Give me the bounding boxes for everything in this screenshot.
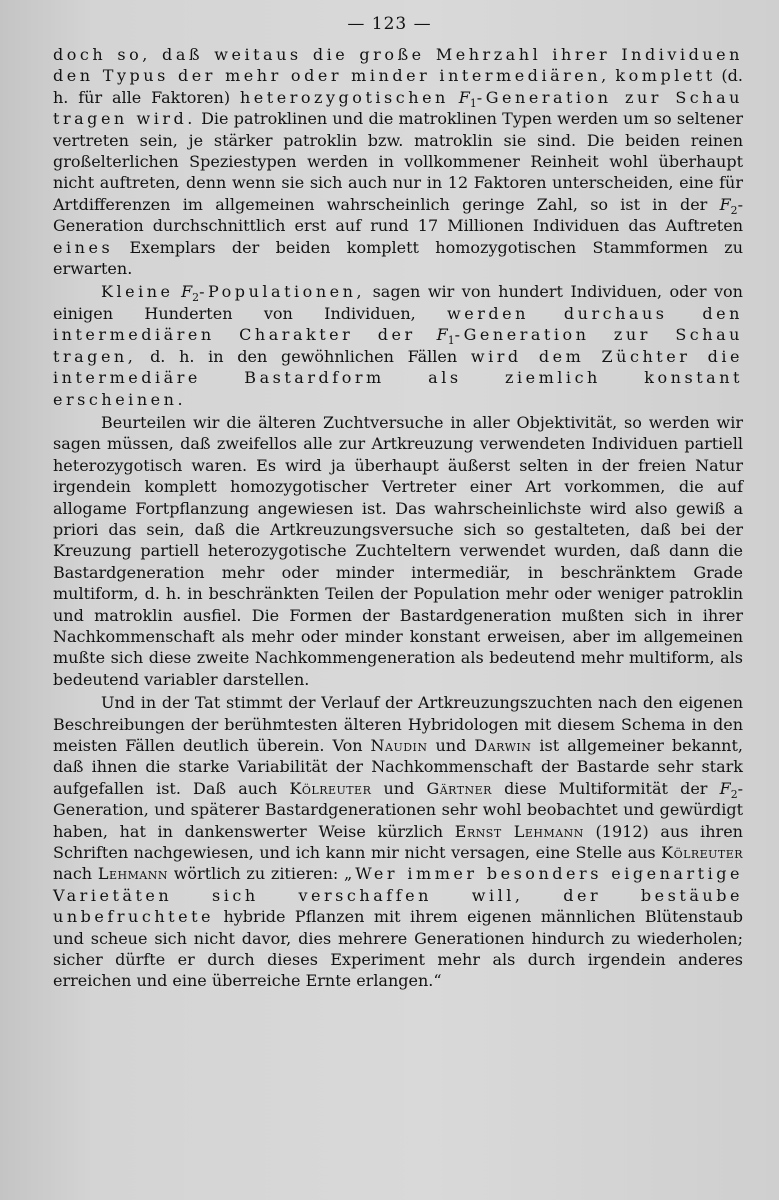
p4-quote-spaced: „Wer immer besonders eigenartige Varietäten sich verschaffen will, der bestäube unbefruchtete — [53, 864, 743, 927]
body-text — [53, 44, 743, 992]
p2-subscript-2: 1 — [447, 334, 455, 348]
p2-text: sagen wir von hundert Individuen, oder von einigen Hunderten von Individuen, — [53, 282, 743, 323]
p4-quote: hybride Pflanzen mit ihrem eigenen männlichen Blütenstaub und scheue sich nicht davor, dies mehrere Generationen hindurch zu wiederholen; sicher dürfte er durch dieses Experiment mehr als durch irgendein anderes erreichen und eine überreiche Ernte erlangen.“ — [53, 907, 743, 991]
paragraph-4 — [53, 692, 743, 992]
p1-spaced-eines: eines — [53, 237, 114, 257]
p1-spaced-lead: doch so, daß weitaus die große Mehrzahl ihrer Individuen den Typus der mehr oder minder intermediären, — [53, 45, 743, 86]
p2-spaced-generation: -Generation zur Schau tragen, — [53, 325, 743, 366]
paragraph-1 — [53, 44, 743, 279]
p4-symbol-f2: F — [719, 778, 731, 798]
p4-text: Und in der Tat stimmt der Verlauf der Artkreuzungszuchten nach den eigenen Beschreibungen der berühmtesten älteren Hybridologen mit diesem Schema in den meisten Fällen deutlich überein. Von — [53, 693, 743, 755]
p2-spaced-populationen: -Populationen, — [199, 282, 366, 302]
p4-author-lehmann: Ernst Lehmann — [454, 821, 584, 841]
p1-parenthetical: (d. h. für alle Faktoren) — [53, 66, 743, 107]
p4-text-2: ist allgemeiner bekannt, daß ihnen die starke Variabilität der Nachkommenschaft der Bastarde sehr stark aufgefallen ist. Daß auch — [53, 736, 743, 798]
paragraph-2 — [53, 281, 743, 409]
p1-spaced-heterozygotischen: heterozygotischen — [239, 87, 449, 107]
p2-text-2: d. h. in den gewöhnlichen Fällen — [150, 346, 458, 366]
p4-author-naudin: Naudin — [370, 736, 428, 755]
p2-symbol-f1: F — [436, 325, 448, 345]
p4-author-gaertner: Gärtner — [426, 778, 492, 798]
p4-author-koelreuter-2: Kölreuter — [661, 843, 743, 863]
p2-symbol-f2: F — [181, 282, 193, 302]
p2-spaced-werden: werden durchaus den intermediären Charakter der — [53, 303, 743, 345]
page-number: — 123 — — [347, 14, 432, 34]
p4-text-4: -Generation, und späterer Bastardgenerationen sehr wohl beobachtet und gewürdigt haben, hat in dankenswerter Weise kürzlich — [53, 778, 744, 841]
p1-spaced-komplett: komplett — [615, 66, 716, 86]
p4-text-und-2: und — [383, 778, 415, 798]
p4-subscript: 2 — [730, 788, 738, 801]
p4-author-lehmann-2: Lehmann — [97, 864, 168, 884]
p1-subscript-2: 2 — [730, 204, 738, 218]
paragraph-3: Beurteilen wir die älteren Zuchtversuche in aller Objektivität, so werden wir sagen müssen, daß zweifellos alle zur Artkreuzung verwendeten Individuen partiell heterozygotisch waren. Es wird ja überhaupt äußerst selten in der freien Natur irgendein komplett homozygotischer Vertreter einer Art vorkommen, die auf allogame Fortpflanzung angewiesen ist. Das wahrscheinlichste wird also gewiß a priori das sein, daß die Artkreuzungsversuche sich so gestalteten, daß bei der Kreuzung partiell heterozygotische Zuchteltern verwendet wurden, daß dann die Bastardgeneration mehr oder minder intermediär, in beschränktem Grade multiform, d. h. in beschränkten Teilen der Population mehr oder weniger patroklin und matroklin ausfiel. Die Formen der Bastardgeneration mußten sich in ihrer Nachkommenschaft als mehr oder minder konstant erweisen, aber im allgemeinen mußte sich diese zweite Nachkommengeneration als bedeutend mehr multiform, als bedeutend variabler darstellen. — [53, 412, 743, 689]
p1-subscript: 1 — [469, 97, 477, 110]
p2-spaced-kleine: Kleine — [101, 282, 174, 302]
p2-subscript: 2 — [192, 291, 200, 305]
p1-symbol-f2: F — [719, 194, 731, 214]
p4-text-5: (1912) aus ihren Schriften nachgewiesen, und ich kann mir nicht versagen, eine Stelle aus — [53, 821, 743, 863]
p2-spaced-zuechter: wird dem Züchter die intermediäre Bastardform als ziemlich konstant erscheinen. — [53, 346, 743, 409]
p1-symbol-f: F — [458, 87, 470, 107]
p4-text-und: und — [435, 736, 467, 755]
p4-author-koelreuter: Kölreuter — [289, 778, 372, 798]
p4-text-nach: nach — [53, 864, 93, 884]
p1-text: Die patroklinen und die matroklinen Typen werden um so seltener vertreten sein, je stärker patroklin bzw. matroklin sie sind. Die beiden reinen großelterlichen Speziestypen werden in vollkommener Reinheit wohl überhaupt nicht auftreten, denn wenn sie sich auch nur in 12 Faktoren unterscheiden, eine für Artdifferenzen im allgemeinen wahrscheinlich geringe Zahl, so ist in der — [53, 109, 743, 214]
p1-text-3: Exemplars der beiden komplett homozygotischen Stammformen zu erwarten. — [53, 237, 743, 279]
p4-author-darwin: Darwin — [474, 736, 532, 755]
p1-text-2: -Generation durchschnittlich erst auf rund 17 Millionen Individuen das Auftreten — [53, 194, 743, 236]
p1-spaced-generation: -Generation zur Schau tragen wird. — [53, 87, 743, 129]
p4-text-3: diese Multiformität der — [504, 778, 708, 798]
p4-text-6: wörtlich zu zitieren: — [173, 864, 339, 884]
